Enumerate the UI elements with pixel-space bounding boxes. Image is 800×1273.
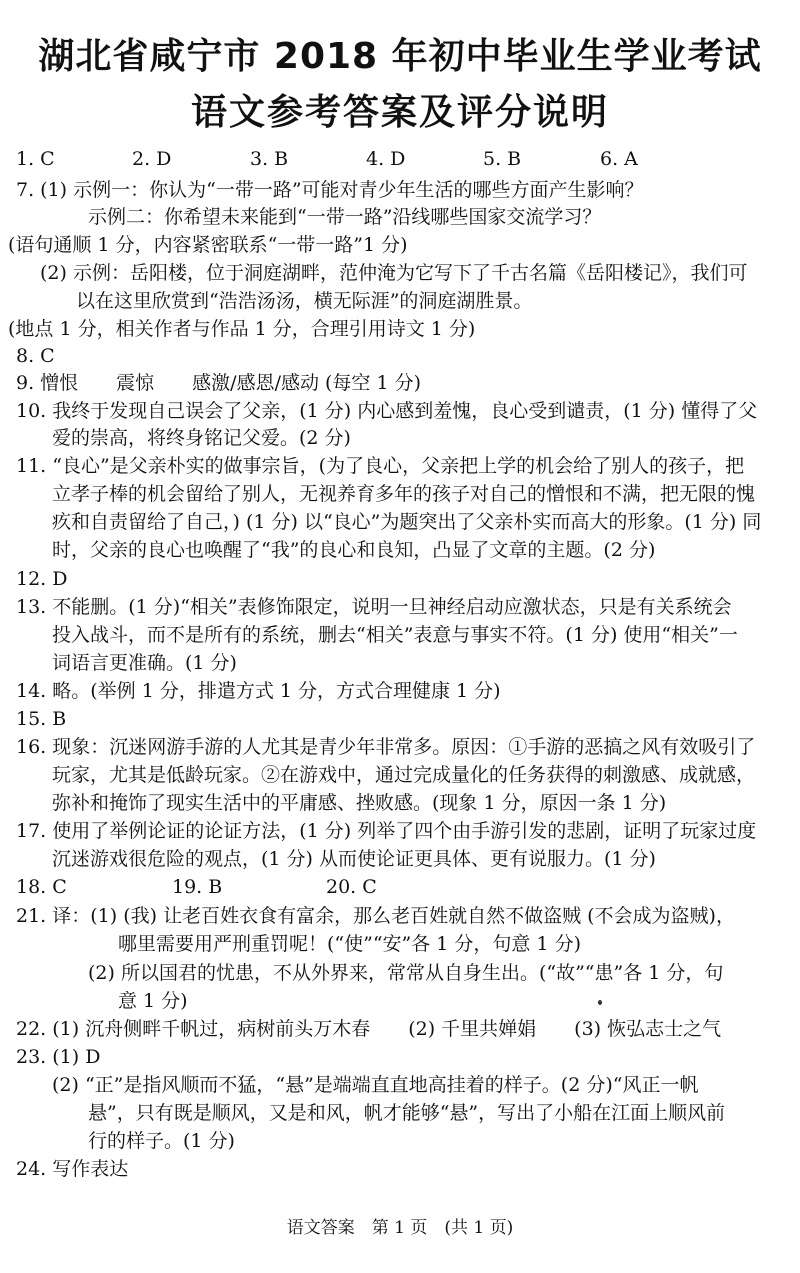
mcq-answer: 1. C [16, 148, 55, 170]
answer-line: 以在这里欣赏到“浩浩汤汤，横无际涯”的洞庭湖胜景。 [76, 290, 533, 312]
answer-line: (2) 示例：岳阳楼，位于洞庭湖畔，范仲淹为它写下了千古名篇《岳阳楼记》，我们可 [40, 262, 748, 284]
answer-line: 16. 现象：沉迷网游手游的人尤其是青少年非常多。原因：①手游的恶搞之风有效吸引了 [16, 736, 756, 758]
answer-line: 意 1 分) [118, 990, 188, 1012]
answer-line: 17. 使用了举例论证的论证方法，(1 分) 列举了四个由手游引发的悲剧，证明了玩家过度 [16, 820, 757, 842]
answer-line: 13. 不能删。(1 分)“相关”表修饰限定，说明一旦神经启动应激状态，只是有关系统会 [16, 596, 732, 618]
mcq-answer: 19. B [172, 876, 223, 898]
answer-line: 9. 憎恨 震惊 感激/感恩/感动 (每空 1 分) [16, 372, 422, 394]
answer-line: 弥补和掩饰了现实生活中的平庸感、挫败感。(现象 1 分，原因一条 1 分) [52, 792, 667, 814]
answer-line: 24. 写作表达 [16, 1158, 129, 1180]
mcq-answer: 5. B [483, 148, 522, 170]
answer-line: 哪里需要用严刑重罚呢！(“使”“安”各 1 分，句意 1 分) [118, 933, 582, 955]
answer-line: 7. (1) 示例一：你认为“一带一路”可能对青少年生活的哪些方面产生影响？ [16, 179, 644, 201]
mcq-answer: 18. C [16, 876, 67, 898]
answer-line: 22. (1) 沉舟侧畔千帆过，病树前头万木春 (2) 千里共婵娟 (3) 恢弘志士之气 [16, 1018, 722, 1040]
answer-line: 15. B [16, 708, 67, 730]
mcq-answer: 6. A [600, 148, 638, 170]
mcq-row-1 [0, 146, 800, 172]
mcq-answer: 3. B [250, 148, 289, 170]
answer-line: 21. 译：(1) (我) 让老百姓衣食有富余，那么老百姓就自然不做盗贼 (不会成为盗贼)， [16, 905, 735, 927]
answer-line: 爱的崇高，将终身铭记父爱。(2 分) [52, 427, 351, 449]
scan-speck [598, 1000, 602, 1005]
answer-line: 投入战斗，而不是所有的系统，删去“相关”表意与事实不符。(1 分) 使用“相关”一 [52, 624, 738, 646]
answer-line: (2) “正”是指风顺而不猛，“悬”是端端直直地高挂着的样子。(2 分)“风正一帆 [52, 1074, 699, 1096]
mcq-answer: 2. D [132, 148, 172, 170]
scoring-note: (地点 1 分，相关作者与作品 1 分，合理引用诗文 1 分) [8, 318, 476, 340]
page-footer: 语文答案 第 1 页 (共 1 页) [286, 1218, 514, 1238]
answer-line: 11. “良心”是父亲朴实的做事宗旨，(为了良心，父亲把上学的机会给了别人的孩子，把 [16, 455, 745, 477]
mcq-row-2 [0, 874, 800, 900]
answer-line: 悬”，只有既是顺风，又是和风，帆才能够“悬”，写出了小船在江面上顺风前 [88, 1102, 726, 1124]
answer-line: 词语言更准确。(1 分) [52, 652, 237, 674]
answer-line: 时，父亲的良心也唤醒了“我”的良心和良知，凸显了文章的主题。(2 分) [52, 539, 656, 561]
answer-line: 立孝子棒的机会留给了别人，无视养育多年的孩子对自己的憎恨和不满，把无限的愧 [52, 483, 756, 505]
answer-line: 10. 我终于发现自己误会了父亲，(1 分) 内心感到羞愧，良心受到谴责，(1 分) 懂得了父 [16, 400, 758, 422]
answer-line: 12. D [16, 568, 68, 590]
answer-line: (2) 所以国君的忧患，不从外界来，常常从自身生出。(“故”“患”各 1 分，句 [88, 962, 724, 984]
page-title: 湖北省咸宁市 2018 年初中毕业生学业考试 [38, 36, 762, 77]
answer-line: 行的样子。(1 分) [88, 1130, 235, 1152]
page-subtitle: 语文参考答案及评分说明 [190, 92, 609, 133]
answer-line: 23. (1) D [16, 1046, 101, 1068]
mcq-answer: 4. D [366, 148, 406, 170]
answer-line: 8. C [16, 345, 55, 367]
answer-line: 沉迷游戏很危险的观点，(1 分) 从而使论证更具体、更有说服力。(1 分) [52, 848, 656, 870]
answer-line: 示例二：你希望未来能到“一带一路”沿线哪些国家交流学习？ [88, 206, 602, 228]
scoring-note: (语句通顺 1 分，内容紧密联系“一带一路”1 分) [8, 234, 408, 256]
mcq-answer: 20. C [326, 876, 377, 898]
answer-line: 玩家，尤其是低龄玩家。②在游戏中，通过完成量化的任务获得的刺激感、成就感， [52, 764, 756, 786]
answer-line: 疚和自责留给了自己，) (1 分) 以“良心”为题突出了父亲朴实而高大的形象。(1 分) 同 [52, 511, 762, 533]
answer-line: 14. 略。(举例 1 分，排遣方式 1 分，方式合理健康 1 分) [16, 680, 501, 702]
